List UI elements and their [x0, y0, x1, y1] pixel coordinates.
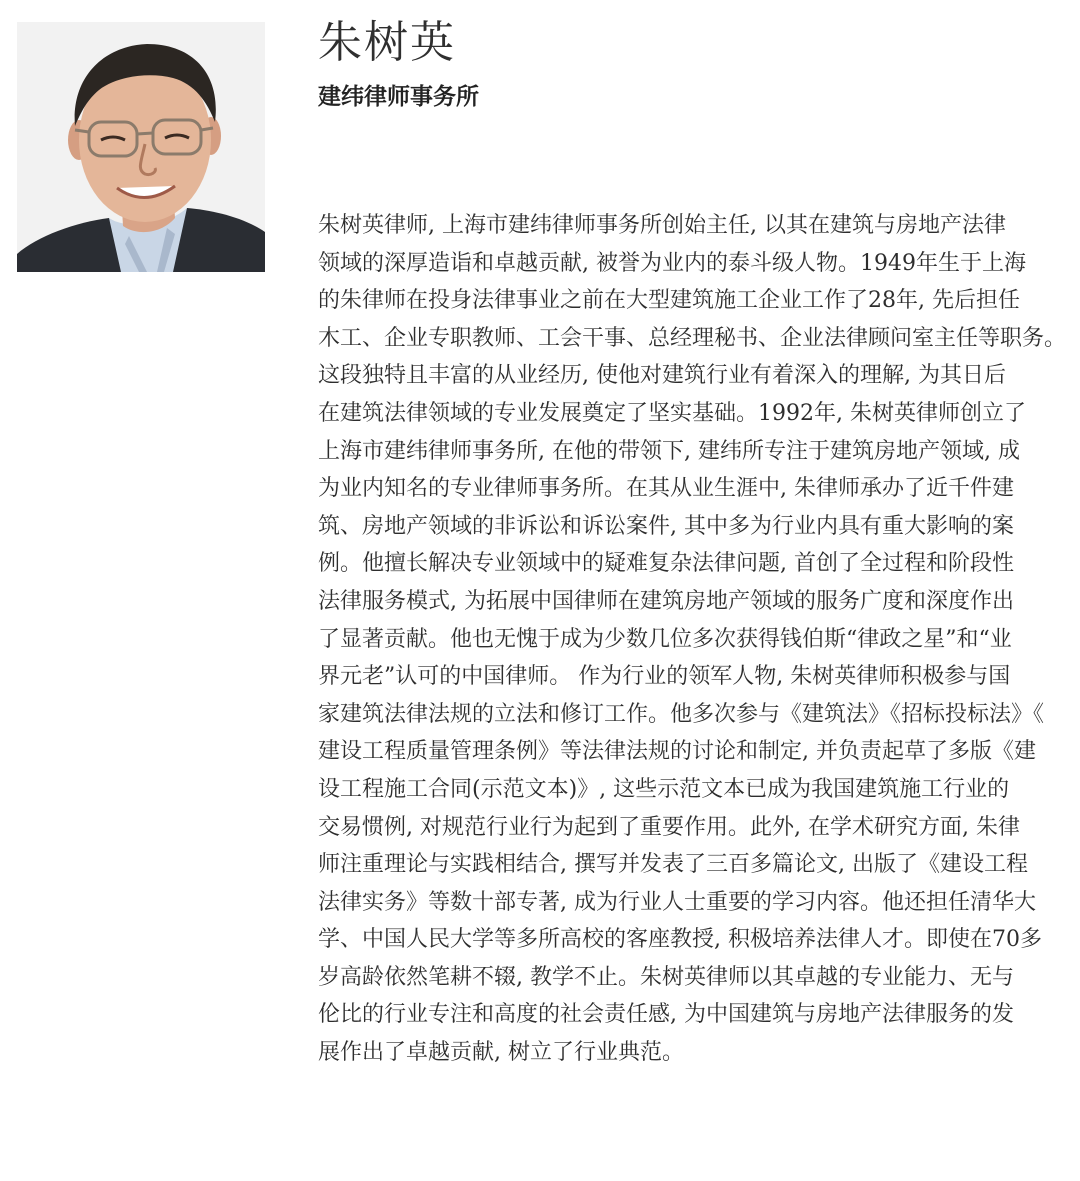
- bio-line: 这段独特且丰富的从业经历, 使他对建筑行业有着深入的理解, 为其日后: [318, 363, 1006, 389]
- bio-line: 木工、企业专职教师、工会干事、总经理秘书、企业法律顾问室主任等职务。: [318, 325, 1067, 351]
- bio-line: 在建筑法律领域的专业发展奠定了坚实基础。1992年, 朱树英律师创立了: [318, 400, 1026, 426]
- law-firm-name: 建纬律师事务所: [318, 83, 479, 110]
- bio-line: 为业内知名的专业律师事务所。在其从业生涯中, 朱律师承办了近千件建: [318, 476, 1014, 502]
- bio-line: 建设工程质量管理条例》等法律法规的讨论和制定, 并负责起草了多版《建: [318, 739, 1036, 765]
- bio-line: 伦比的行业专注和高度的社会责任感, 为中国建筑与房地产法律服务的发: [318, 1002, 1014, 1028]
- bio-line: 岁高龄依然笔耕不辍, 教学不止。朱树英律师以其卓越的专业能力、无与: [318, 964, 1014, 990]
- person-name: 朱树英: [318, 17, 456, 68]
- bio-line: 法律实务》等数十部专著, 成为行业人士重要的学习内容。他还担任清华大: [318, 889, 1036, 915]
- bio-line: 家建筑法律法规的立法和修订工作。他多次参与《建筑法》《招标投标法》《: [318, 701, 1045, 727]
- bio-line: 界元老”认可的中国律师。 作为行业的领军人物, 朱树英律师积极参与国: [318, 664, 1011, 690]
- bio-line: 筑、房地产领域的非诉讼和诉讼案件, 其中多为行业内具有重大影响的案: [318, 513, 1014, 539]
- bio-line: 师注重理论与实践相结合, 撰写并发表了三百多篇论文, 出版了《建设工程: [318, 852, 1028, 878]
- biography: [318, 207, 1068, 1072]
- bio-line: 展作出了卓越贡献, 树立了行业典范。: [318, 1040, 684, 1066]
- bio-line: 学、中国人民大学等多所高校的客座教授, 积极培养法律人才。即使在70多: [318, 927, 1042, 953]
- portrait-photo: [17, 22, 265, 272]
- bio-line: 了显著贡献。他也无愧于成为少数几位多次获得钱伯斯“律政之星”和“业: [318, 626, 1012, 652]
- bio-line: 设工程施工合同(示范文本)》, 这些示范文本已成为我国建筑施工行业的: [318, 776, 1010, 802]
- bio-line: 的朱律师在投身法律事业之前在大型建筑施工企业工作了28年, 先后担任: [318, 288, 1020, 314]
- bio-line: 朱树英律师, 上海市建纬律师事务所创始主任, 以其在建筑与房地产法律: [318, 213, 1006, 238]
- bio-line: 上海市建纬律师事务所, 在他的带领下, 建纬所专注于建筑房地产领域, 成: [318, 438, 1020, 464]
- bio-line: 例。他擅长解决专业领域中的疑难复杂法律问题, 首创了全过程和阶段性: [318, 551, 1014, 577]
- bio-line: 领域的深厚造诣和卓越贡献, 被誉为业内的泰斗级人物。1949年生于上海: [318, 250, 1026, 276]
- bio-line: 法律服务模式, 为拓展中国律师在建筑房地产领域的服务广度和深度作出: [318, 588, 1014, 614]
- bio-line: 交易惯例, 对规范行业行为起到了重要作用。此外, 在学术研究方面, 朱律: [318, 814, 1020, 840]
